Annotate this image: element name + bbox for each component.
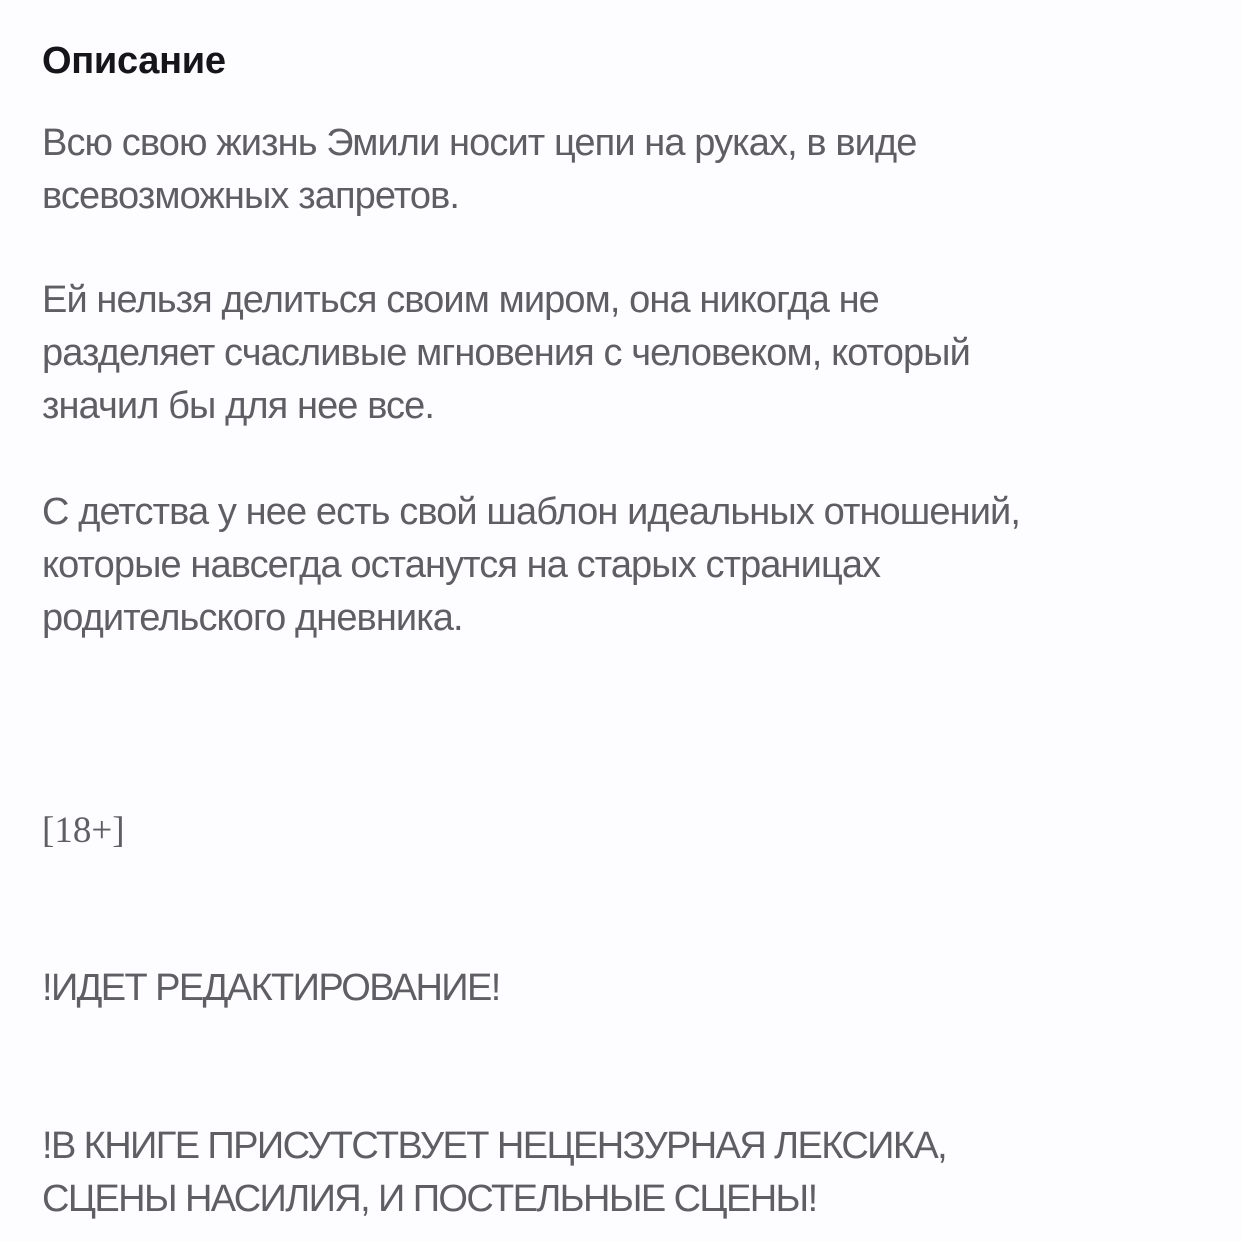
description-paragraph-2: Ей нельзя делиться своим миром, она никогда не разделяет счасливые мгновения с человеком, который значил бы для нее все. (42, 279, 970, 427)
description-paragraph-1: Всю свою жизнь Эмили носит цепи на руках, в виде всевозможных запретов. (42, 122, 917, 217)
editing-notice: !ИДЕТ РЕДАКТИРОВАНИЕ! (42, 967, 500, 1009)
age-rating-label: [18+] (42, 810, 125, 851)
description-heading: Описание (42, 40, 226, 82)
description-paragraph-3: С детства у нее есть свой шаблон идеальных отношений, которые навсегда останутся на старых страницах родительского дневника. (42, 491, 1021, 639)
content-warning-notice: !В КНИГЕ ПРИСУТСТВУЕТ НЕЦЕНЗУРНАЯ ЛЕКСИКА, СЦЕНЫ НАСИЛИЯ, И ПОСТЕЛЬНЫЕ СЦЕНЫ! (42, 1125, 947, 1220)
